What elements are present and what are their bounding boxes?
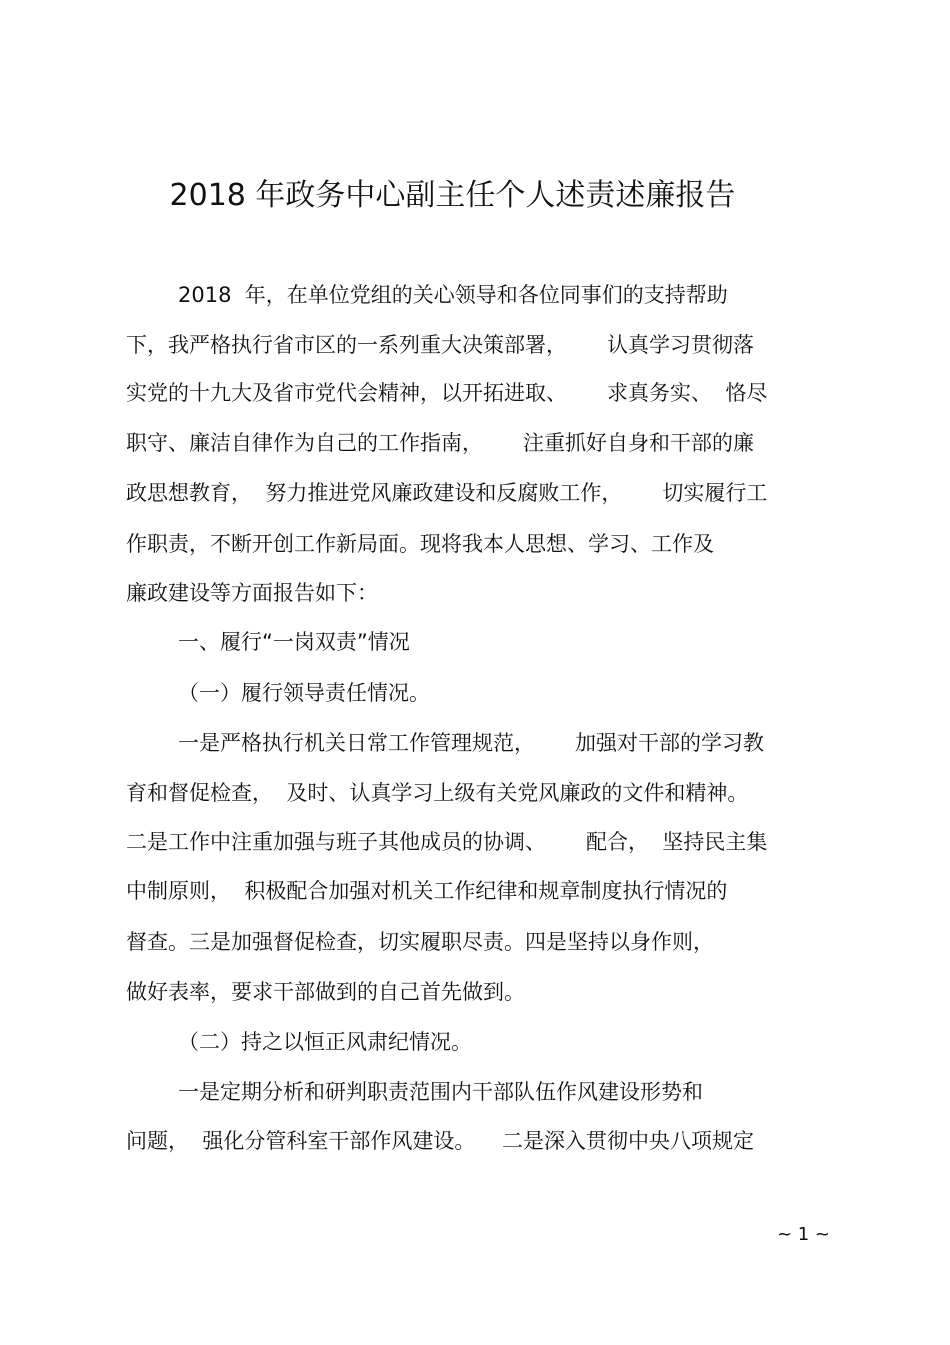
body-line: 下，我严格执行省市区的一系列重大决策部署， 认真学习贯彻落 (126, 333, 755, 357)
body-line: 做好表率，要求干部做到的自己首先做到。 (126, 980, 525, 1004)
body-line: 育和督促检查， 及时、认真学习上级有关党风廉政的文件和精神。 (126, 781, 749, 805)
body-line: 政思想教育， 努力推进党风廉政建设和反腐败工作， 切实履行工 (126, 481, 768, 505)
body-line: 职守、廉洁自律作为自己的工作指南， 注重抓好自身和干部的廉 (126, 431, 755, 455)
body-line: 廉政建设等方面报告如下： (126, 581, 378, 605)
body-line: 问题， 强化分管科室干部作风建设。 二是深入贯彻中央八项规定 (126, 1129, 755, 1153)
body-line: 实党的十九大及省市党代会精神，以开拓进取、 求真务实、 恪尽 (126, 381, 768, 405)
subsection-heading: （一）履行领导责任情况。 (178, 681, 430, 705)
section-heading: 一、履行“一岗双责”情况 (178, 630, 410, 654)
subsection-heading: （二）持之以恒正风肃纪情况。 (178, 1030, 472, 1054)
body-line: 一是严格执行机关日常工作管理规范， 加强对干部的学习教 (178, 731, 765, 755)
document-title: 2018 年政务中心副主任个人述责述廉报告 (169, 178, 736, 213)
body-line: 中制原则， 积极配合加强对机关工作纪律和规章制度执行情况的 (126, 879, 728, 903)
body-line: 作职责，不断开创工作新局面。现将我本人思想、学习、工作及 (126, 532, 714, 556)
page-number: ~ 1 ~ (776, 1224, 830, 1245)
body-line: 一是定期分析和研判职责范围内干部队伍作风建设形势和 (178, 1080, 703, 1104)
body-line: 二是工作中注重加强与班子其他成员的协调、 配合， 坚持民主集 (126, 830, 768, 854)
body-line: 2018 年，在单位党组的关心领导和各位同事们的支持帮助 (178, 283, 728, 307)
body-line: 督查。三是加强督促检查，切实履职尽责。四是坚持以身作则， (126, 930, 714, 954)
